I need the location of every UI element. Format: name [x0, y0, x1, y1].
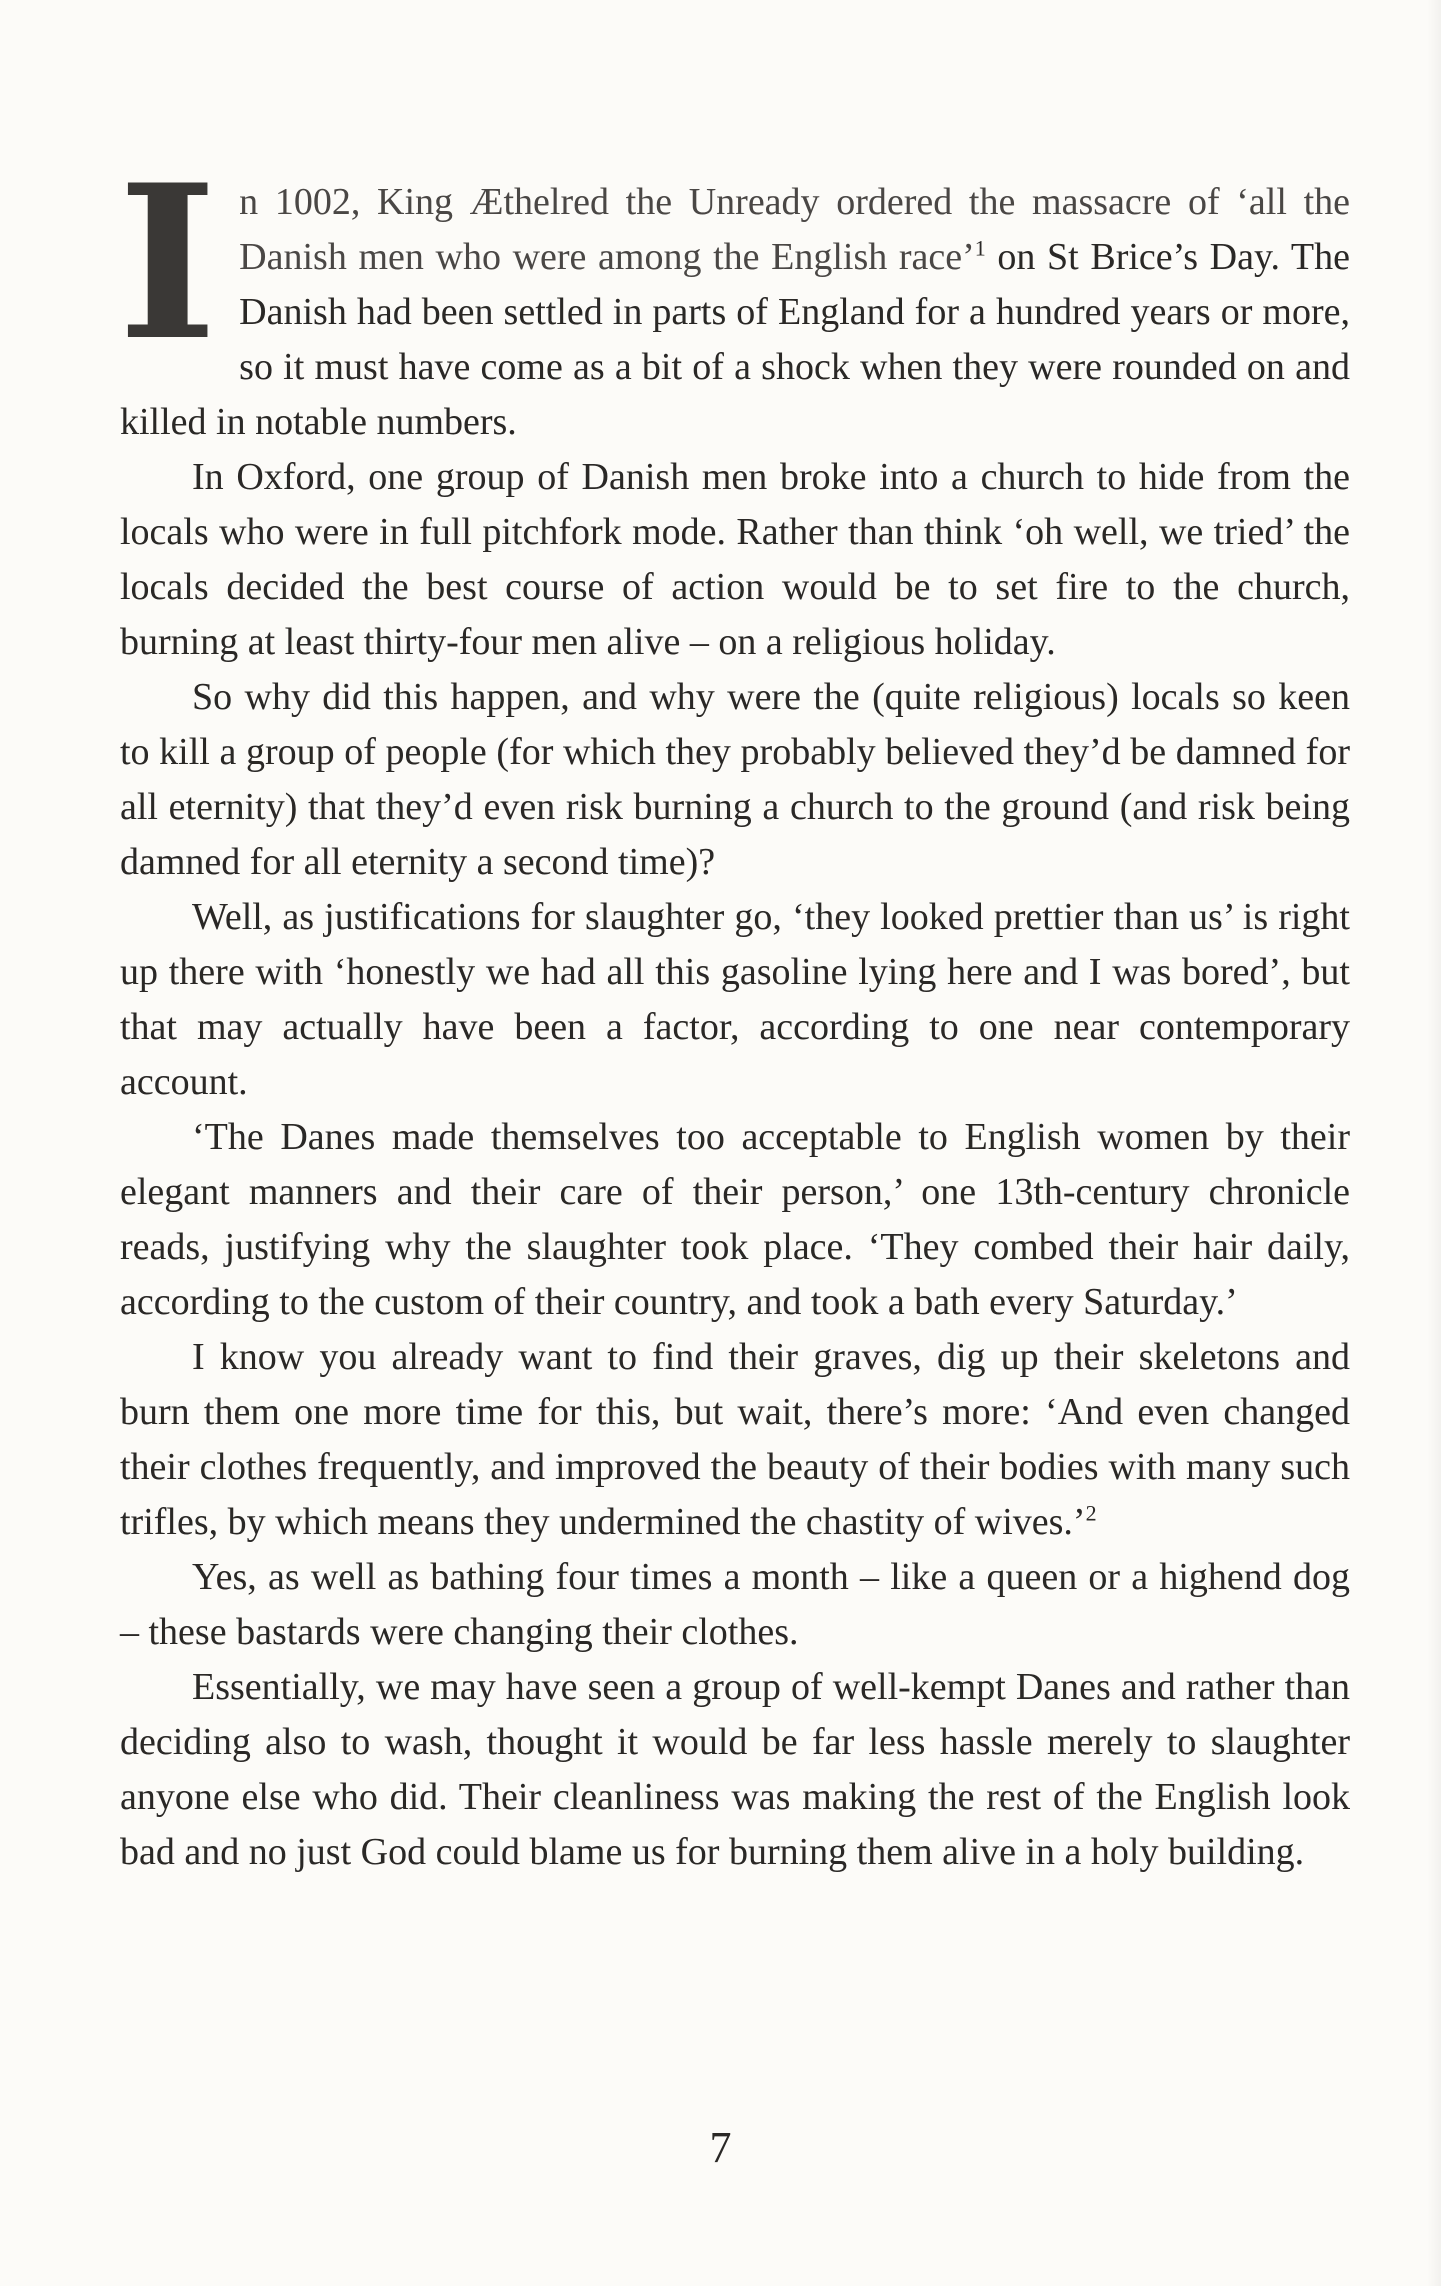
paragraph-4: [120, 890, 1350, 1110]
paragraph-text-continued: on St Brice’s Day. The Danish had been settled in parts of England for a hundred years or more, so it must have come as a bit of a shock when they were rounded on and killed in notable numbers.: [120, 236, 1350, 443]
paragraph-text: Well, as justifications for slaughter go, ‘they looked prettier than us’ is right up there with ‘honestly we had all this gasoline lying here and I was bored’, but that may actually have been a factor, according to one near contemporary account.: [120, 896, 1350, 1103]
page-number: 7: [709, 2123, 732, 2172]
paragraph-text: In Oxford, one group of Danish men broke into a church to hide from the locals who were in full pitchfork mode. Rather than think ‘oh well, we tried’ the locals decided the best course of action would be to set fire to the church, burning at least thirty-four men alive – on a religious holiday.: [120, 456, 1350, 663]
paragraph-2: [120, 450, 1350, 670]
scan-edge-shadow: [1427, 0, 1441, 2286]
paragraph-text: n 1002, King Æthelred the Unready ordered the massacre of ‘all the Danish men who were among the English race’: [239, 181, 1350, 278]
paragraph-3: [120, 670, 1350, 890]
paragraph-7: [120, 1550, 1350, 1660]
paragraph-8: [120, 1660, 1350, 1880]
paragraph-6: [120, 1330, 1350, 1550]
paragraph-text: Yes, as well as bathing four times a month – like a queen or a highend dog – these bastards were changing their clothes.: [120, 1556, 1350, 1653]
paragraph-5: [120, 1110, 1350, 1330]
body-text: [118, 138, 1350, 1880]
paragraph-text: Essentially, we may have seen a group of well-kempt Danes and rather than deciding also to wash, thought it would be far less hassle merely to slaughter anyone else who did. Their cleanliness was making the rest of the English look bad and no just God could blame us for burning them alive in a holy building.: [120, 1666, 1350, 1873]
paragraph-1: [118, 138, 1350, 450]
paragraph-text: I know you already want to find their graves, dig up their skeletons and burn them one more time for this, but wait, there’s more: ‘And even changed their clothes frequently, and improved the beauty of their bodies with many such trifles, by which means they undermined the chastity of wives.’: [120, 1336, 1350, 1543]
paragraph-text: ‘The Danes made themselves too acceptable to English women by their elegant manners and their care of their person,’ one 13th-century chronicle reads, justifying why the slaughter took place. ‘They combed their hair daily, according to the custom of their country, and took a bath every Saturday.’: [120, 1116, 1350, 1323]
drop-cap: I: [118, 138, 218, 387]
footnote-marker[interactable]: 2: [1085, 1500, 1097, 1526]
paragraph-text: So why did this happen, and why were the (quite religious) locals so keen to kill a group of people (for which they probably believed they’d be damned for all eternity) that they’d even risk burning a church to the ground (and risk being damned for all eternity a second time)?: [120, 676, 1350, 883]
footnote-marker[interactable]: 1: [974, 235, 986, 261]
